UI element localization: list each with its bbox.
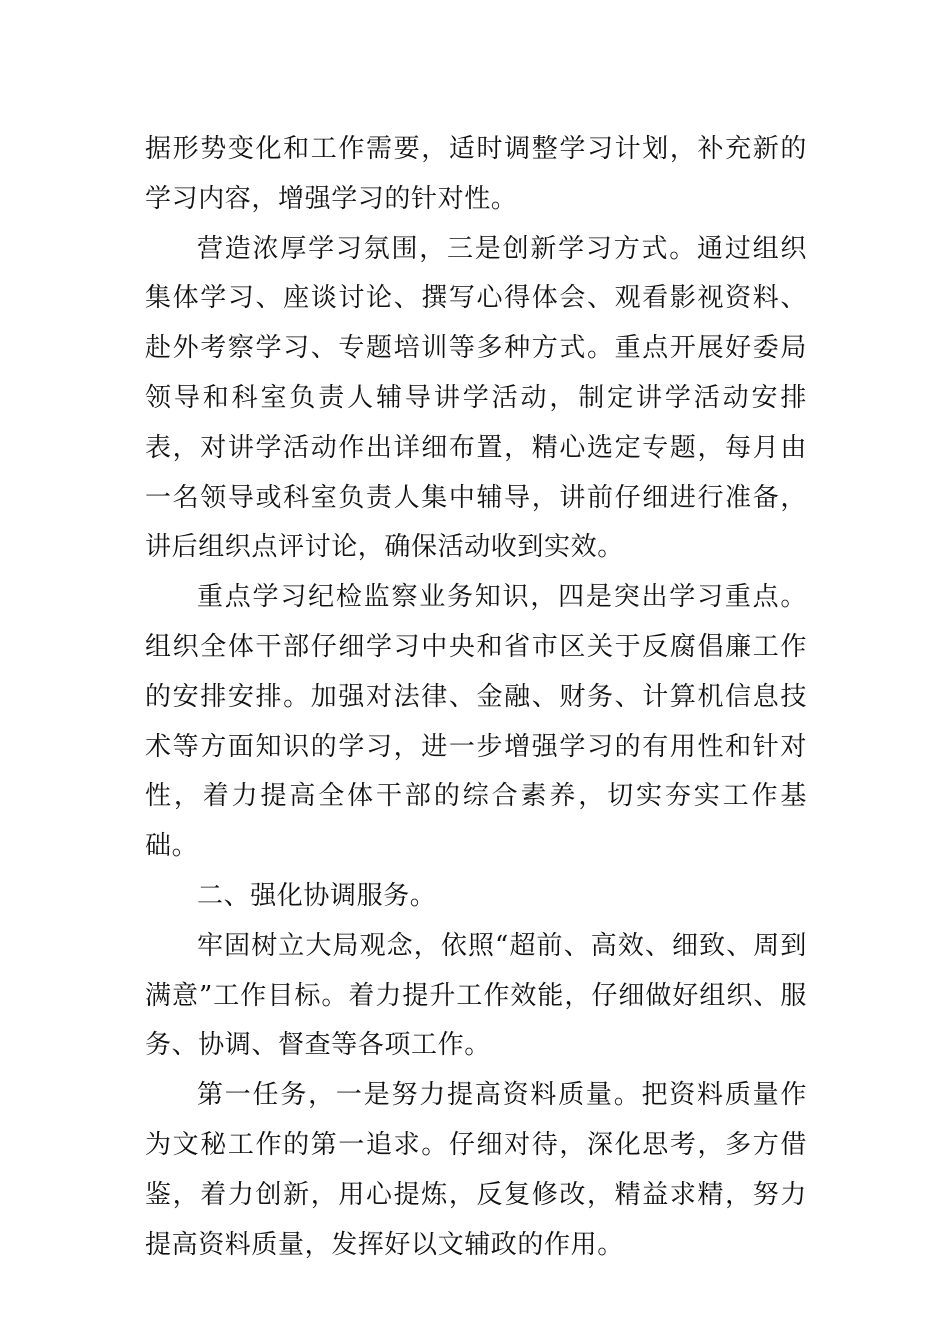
paragraph-1: 据形势变化和工作需要，适时调整学习计划，补充新的学习内容，增强学习的针对性。 xyxy=(145,134,807,214)
section-heading-2: 二、强化协调服务。 xyxy=(197,880,437,911)
paragraph-3: 重点学习纪检监察业务知识，四是突出学习重点。组织全体干部仔细学习中央和省市区关于反腐倡廉工作的安排安排。加强对法律、金融、财务、计算机信息技术等方面知识的学习，进一步增强学习的有用性和针对性，着力提高全体干部的综合素养，切实夯实工作基础。 xyxy=(145,582,807,862)
paragraph-5: 牢固树立大局观念，依照“超前、高效、细致、周到满意”工作目标。着力提升工作效能，仔细做好组织、服务、协调、督查等各项工作。 xyxy=(145,930,807,1061)
document-body xyxy=(145,125,807,1270)
paragraph-2: 营造浓厚学习氛围，三是创新学习方式。通过组织集体学习、座谈讨论、撰写心得体会、观看影视资料、赴外考察学习、专题培训等多种方式。重点开展好委局领导和科室负责人辅导讲学活动，制定讲学活动安排表，对讲学活动作出详细布置，精心选定专题，每月由一名领导或科室负责人集中辅导，讲前仔细进行准备，讲后组织点评讨论，确保活动收到实效。 xyxy=(145,233,807,563)
paragraph-6: 第一任务，一是努力提高资料质量。把资料质量作为文秘工作的第一追求。仔细对待，深化思考，多方借鉴，着力创新，用心提炼，反复修改，精益求精，努力提高资料质量，发挥好以文辅政的作用。 xyxy=(145,1080,807,1260)
